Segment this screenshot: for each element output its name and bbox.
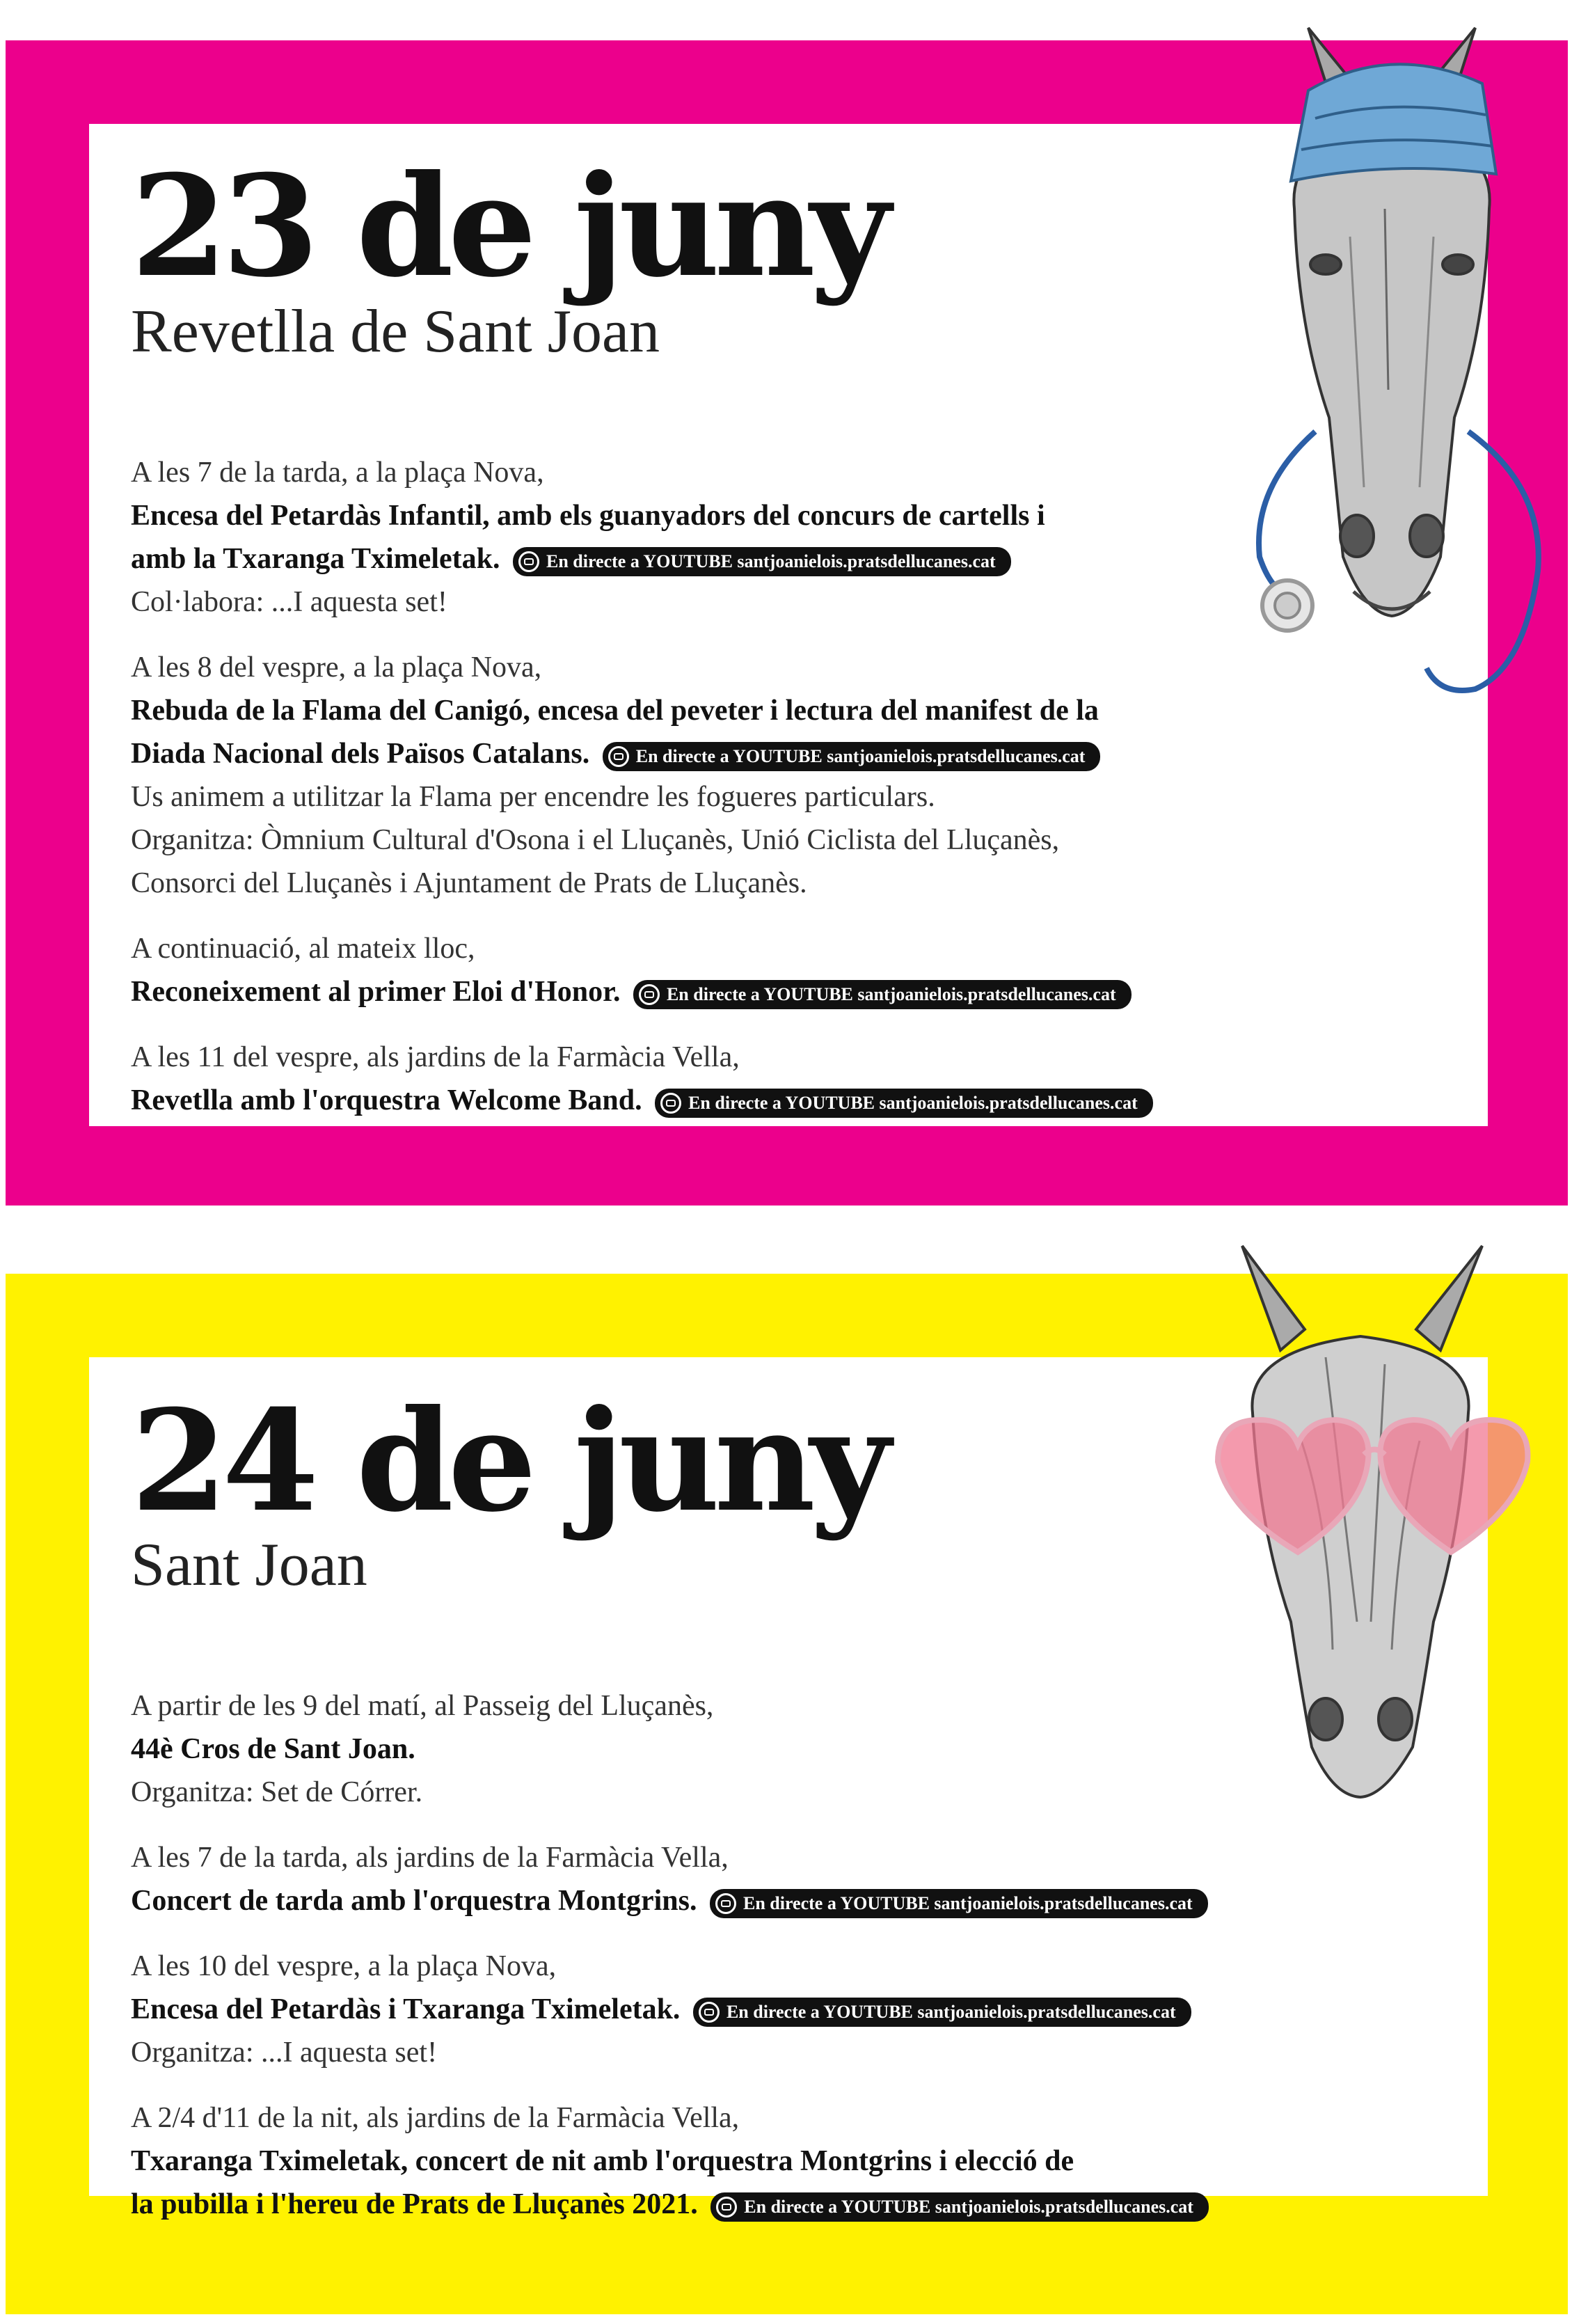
- youtube-live-link[interactable]: [603, 742, 1101, 771]
- event-title: Diada Nacional dels Països Catalans.: [131, 738, 590, 770]
- event-title-end: [131, 537, 1272, 580]
- youtube-play-icon: [699, 2002, 720, 2023]
- horse-doctor-illustration: [1211, 0, 1573, 724]
- event-title: la pubilla i l'hereu de Prats de Lluçanès 2021.: [131, 2188, 698, 2220]
- event-list: [131, 451, 1272, 1144]
- youtube-play-icon: [639, 984, 660, 1005]
- youtube-live-link[interactable]: [710, 2192, 1209, 2222]
- date-heading: 23 de juny: [131, 145, 886, 308]
- event-item: [131, 1036, 1272, 1122]
- youtube-play-icon: [716, 2197, 737, 2218]
- event-intro: A 2/4 d'11 de la nit, als jardins de la Farmàcia Vella,: [131, 2102, 740, 2134]
- event-item: [131, 927, 1272, 1013]
- event-title-end: [131, 1879, 1272, 1922]
- event-note: Col·labora: ...I aquesta set!: [131, 586, 447, 618]
- date-heading: 24 de juny: [131, 1380, 886, 1543]
- youtube-live-link[interactable]: [633, 980, 1132, 1009]
- event-intro: A partir de les 9 del matí, al Passeig del Lluçanès,: [131, 1690, 714, 1722]
- live-link-label: En directe a YOUTUBE santjoanielois.pratsdellucanes.cat: [635, 746, 1086, 766]
- day-subtitle: Sant Joan: [131, 1531, 367, 1599]
- event-list: [131, 1684, 1272, 2248]
- event-title: Encesa del Petardàs i Txaranga Tximeletak.: [131, 1993, 681, 2025]
- event-item: [131, 1945, 1272, 2074]
- youtube-live-link[interactable]: [693, 1998, 1191, 2027]
- event-item: [131, 1684, 1272, 1814]
- event-title-end: [131, 1079, 1272, 1122]
- event-note: Organitza: Òmnium Cultural d'Osona i el Lluçanès, Unió Ciclista del Lluçanès,: [131, 824, 1060, 856]
- youtube-live-link[interactable]: [710, 1889, 1208, 1918]
- live-link-label: En directe a YOUTUBE santjoanielois.pratsdellucanes.cat: [726, 2002, 1176, 2022]
- event-note: Us animem a utilitzar la Flama per encendre les fogueres particulars.: [131, 781, 935, 813]
- youtube-play-icon: [660, 1093, 681, 1114]
- event-note: Organitza: Set de Córrer.: [131, 1776, 423, 1808]
- event-title-end: [131, 732, 1272, 775]
- live-link-label: En directe a YOUTUBE santjoanielois.pratsdellucanes.cat: [743, 1893, 1193, 1913]
- event-title: Reconeixement al primer Eloi d'Honor.: [131, 976, 621, 1008]
- event-title: amb la Txaranga Tximeletak.: [131, 543, 500, 575]
- live-link-label: En directe a YOUTUBE santjoanielois.pratsdellucanes.cat: [666, 984, 1116, 1004]
- event-title: Rebuda de la Flama del Canigó, encesa del peveter i lectura del manifest de la: [131, 695, 1099, 727]
- surgical-cap: [1291, 64, 1496, 181]
- youtube-play-icon: [518, 551, 539, 572]
- event-intro: A les 11 del vespre, als jardins de la Farmàcia Vella,: [131, 1041, 740, 1073]
- youtube-play-icon: [608, 746, 629, 767]
- event-item: [131, 2096, 1272, 2226]
- event-intro: A continuació, al mateix lloc,: [131, 933, 475, 965]
- event-intro: A les 10 del vespre, a la plaça Nova,: [131, 1950, 557, 1982]
- horse-sunglasses-illustration: [1176, 1232, 1538, 1858]
- event-title: 44è Cros de Sant Joan.: [131, 1733, 415, 1765]
- event-title-end: [131, 970, 1272, 1013]
- event-title: Concert de tarda amb l'orquestra Montgrins.: [131, 1885, 697, 1917]
- event-item: [131, 451, 1272, 624]
- event-intro: A les 7 de la tarda, a la plaça Nova,: [131, 457, 544, 489]
- event-title: Encesa del Petardàs Infantil, amb els guanyadors del concurs de cartells i: [131, 500, 1045, 532]
- event-item: [131, 646, 1272, 905]
- event-title: Txaranga Tximeletak, concert de nit amb l'orquestra Montgrins i elecció de: [131, 2145, 1074, 2177]
- youtube-play-icon: [715, 1893, 736, 1914]
- live-link-label: En directe a YOUTUBE santjoanielois.pratsdellucanes.cat: [744, 2197, 1193, 2217]
- live-link-label: En directe a YOUTUBE santjoanielois.pratsdellucanes.cat: [546, 551, 996, 571]
- day-subtitle: Revetlla de Sant Joan: [131, 298, 660, 365]
- event-title-end: [131, 2183, 1272, 2226]
- event-note: Organitza: ...I aquesta set!: [131, 2037, 438, 2069]
- event-note: Consorci del Lluçanès i Ajuntament de Prats de Lluçanès.: [131, 867, 807, 899]
- live-link-label: En directe a YOUTUBE santjoanielois.pratsdellucanes.cat: [688, 1093, 1138, 1113]
- event-title: Revetlla amb l'orquestra Welcome Band.: [131, 1084, 642, 1116]
- youtube-live-link[interactable]: [513, 547, 1011, 576]
- event-intro: A les 8 del vespre, a la plaça Nova,: [131, 651, 542, 683]
- event-title-end: [131, 1988, 1272, 2031]
- event-intro: A les 7 de la tarda, als jardins de la Farmàcia Vella,: [131, 1842, 729, 1874]
- youtube-live-link[interactable]: [655, 1089, 1153, 1118]
- event-item: [131, 1836, 1272, 1922]
